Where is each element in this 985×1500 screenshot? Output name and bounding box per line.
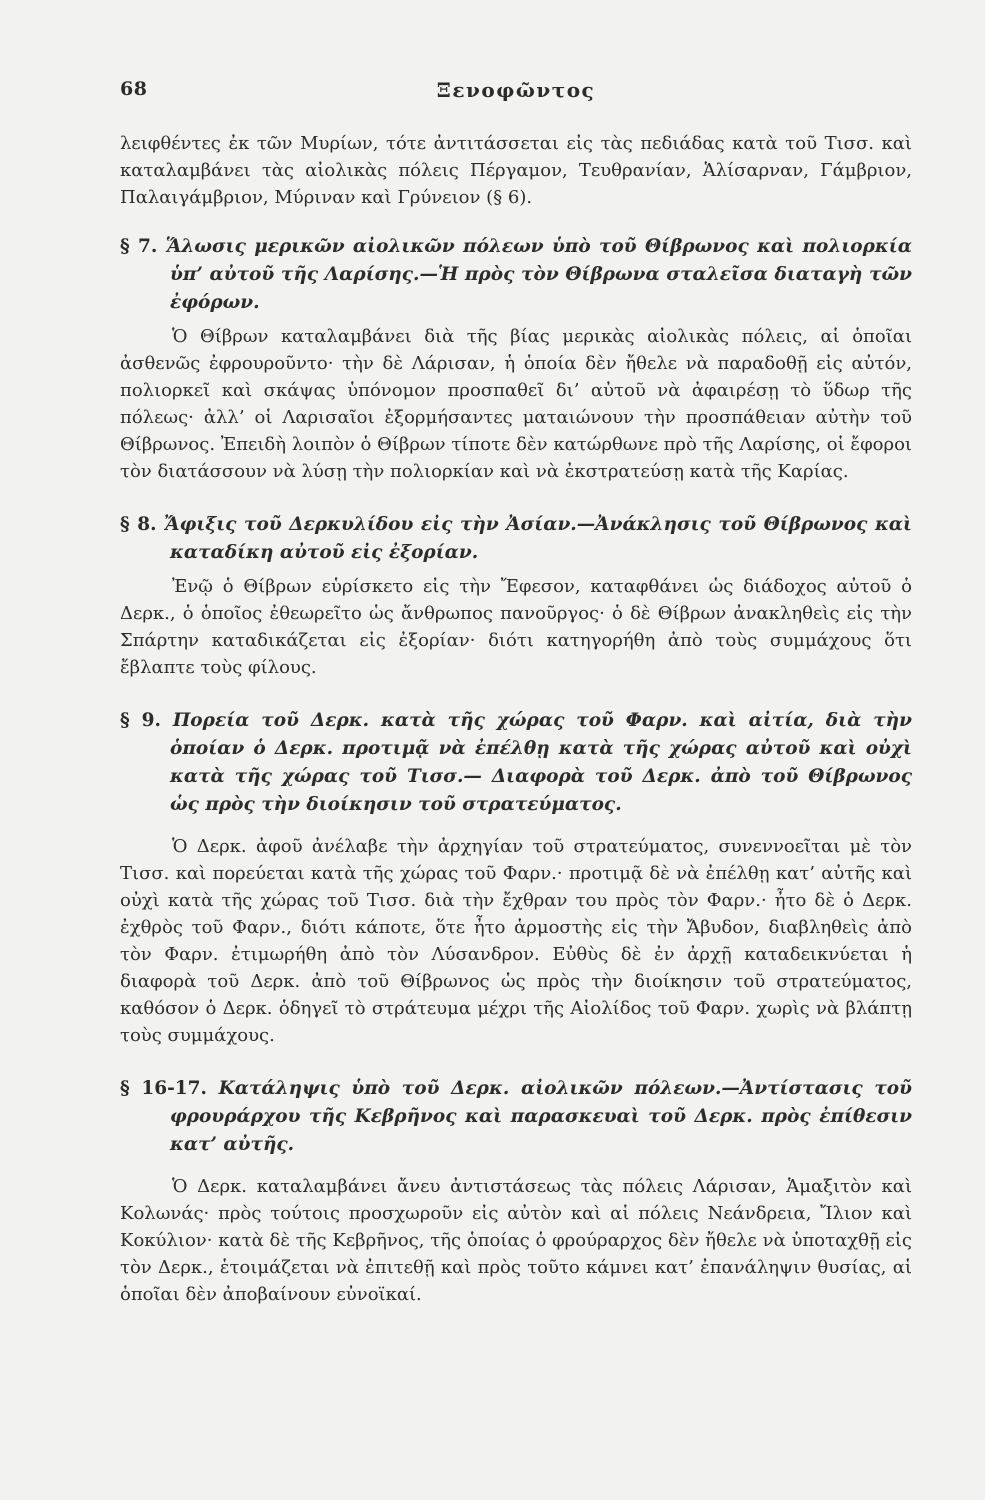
section-number: § 8. [120, 514, 157, 535]
section-heading-7 [120, 233, 912, 317]
section-number: § 16-17. [120, 1078, 207, 1099]
section-paragraph-7: Ὁ Θίβρων καταλαμβάνει διὰ τῆς βίας μερικὰς αἰολικὰς πόλεις, αἱ ὁποῖαι ἀσθενῶς ἐφρουροῦντο· τὴν δὲ Λάρισαν, ἡ ὁποία δὲν ἤθελε νὰ παραδοθῇ εἰς αὐτόν, πολιορκεῖ καὶ σκάψας ὑπόνομον προσπαθεῖ δι’ αὐτοῦ νὰ ἀφαιρέσῃ τὸ ὕδωρ τῆς πόλεως· ἀλλ’ οἱ Λαρισαῖοι ἐξορμήσαντες ματαιώνουν τὴν προσπάθειαν αὐτὴν τοῦ Θίβρωνος. Ἐπειδὴ λοιπὸν ὁ Θίβρων τίποτε δὲν κατώρθωνε πρὸ τῆς Λαρίσης, οἱ ἔφοροι τὸν διατάσσουν νὰ λύσῃ τὴν πολιορκίαν καὶ νὰ ἐκστρατεύσῃ κατὰ τῆς Καρίας. [120, 326, 912, 482]
section-paragraph-16-17: Ὁ Δερκ. καταλαμβάνει ἄνευ ἀντιστάσεως τὰς πόλεις Λάρισαν, Ἁμαξιτὸν καὶ Κολωνάς· πρὸς τούτοις προσχωροῦν εἰς αὐτὸν καὶ αἱ πόλεις Νεάνδρεια, Ἴλιον καὶ Κοκύλιον· κατὰ δὲ τῆς Κεβρῆνος, τῆς ὁποίας ὁ φρούραρχος δὲν ἤθελε νὰ ὑποταχθῇ εἰς τὸν Δερκ., ἑτοιμάζεται νὰ ἐπιτεθῇ καὶ πρὸς τοῦτο κάμνει κατ’ ἐπανάληψιν θυσίας, αἱ ὁποῖαι δὲν ἀποβαίνουν εὐνοϊκαί. [120, 1176, 912, 1305]
page-body [120, 130, 912, 1308]
intro-paragraph: λειφθέντες ἐκ τῶν Μυρίων, τότε ἀντιτάσσεται εἰς τὰς πεδιάδας κατὰ τοῦ Τισσ. καὶ καταλαμβάνει τὰς αἰολικὰς πόλεις Πέργαμον, Τευθρανίαν, Ἁλίσαρναν, Γάμβριον, Παλαιγάμβριον, Μύριναν καὶ Γρύνειον (§ 6). [120, 133, 912, 208]
section-paragraph-8: Ἐνῷ ὁ Θίβρων εὑρίσκετο εἰς τὴν Ἔφεσον, καταφθάνει ὡς διάδοχος αὐτοῦ ὁ Δερκ., ὁ ὁποῖος ἐθεωρεῖτο ὡς ἄνθρωπος πανοῦργος· ὁ δὲ Θίβρων ἀνακληθεὶς εἰς τὴν Σπάρτην καταδικάζεται εἰς ἐξορίαν· διότι κατηγορήθη ἀπὸ τοὺς συμμάχους ὅτι ἔβλαπτε τοὺς φίλους. [120, 576, 912, 678]
section-heading-9 [120, 707, 912, 819]
section-heading-text: Πορεία τοῦ Δερκ. κατὰ τῆς χώρας τοῦ Φαρν. καὶ αἰτία, διὰ τὴν ὁποίαν ὁ Δερκ. προτιμᾷ νὰ ἐπέλθῃ κατὰ τῆς χώρας αὐτοῦ καὶ οὐχὶ κατὰ τῆς χώρας τοῦ Τισσ.— Διαφορὰ τοῦ Δερκ. ἀπὸ τοῦ Θίβρωνος ὡς πρὸς τὴν διοίκησιν τοῦ στρατεύματος. [170, 710, 912, 815]
page-number: 68 [120, 78, 148, 100]
section-heading-16-17 [120, 1075, 912, 1159]
section-heading-text: Ἄφιξις τοῦ Δερκυλίδου εἰς τὴν Ἀσίαν.—Ἀνάκλησις τοῦ Θίβρωνος καὶ καταδίκη αὐτοῦ εἰς ἐξορίαν. [164, 514, 912, 563]
section-paragraph-9: Ὁ Δερκ. ἀφοῦ ἀνέλαβε τὴν ἀρχηγίαν τοῦ στρατεύματος, συνεννοεῖται μὲ τὸν Τισσ. καὶ πορεύεται κατὰ τῆς χώρας τοῦ Φαρν.· προτιμᾷ δὲ νὰ ἐπέλθῃ κατ’ αὐτῆς καὶ οὐχὶ κατὰ τῆς χώρας τοῦ Τισσ. διὰ τὴν ἔχθραν του πρὸς τὸν Φαρν.· ἦτο δὲ ὁ Δερκ. ἐχθρὸς τοῦ Φαρν., διότι κάποτε, ὅτε ἦτο ἁρμοστὴς εἰς τὴν Ἄβυδον, διαβληθεὶς ἀπὸ τὸν Φαρν. ἐτιμωρήθη ἀπὸ τὸν Λύσανδρον. Εὐθὺς δὲ ἐν ἀρχῇ καταδεικνύεται ἡ διαφορὰ τοῦ Δερκ. ἀπὸ τοῦ Θίβρωνος ὡς πρὸς τὴν διοίκησιν τοῦ στρατεύματος, καθόσον ὁ Δερκ. ὁδηγεῖ τὸ στράτευμα μέχρι τῆς Αἰολίδος τοῦ Φαρν. χωρὶς νὰ βλάπτῃ τοὺς συμμάχους. [120, 836, 912, 1046]
page-header [120, 78, 912, 108]
section-number: § 9. [120, 710, 161, 731]
running-title: Ξενοφῶντος [436, 78, 596, 102]
section-heading-text: Ἅλωσις μερικῶν αἰολικῶν πόλεων ὑπὸ τοῦ Θίβρωνος καὶ πολιορκία ὑπ’ αὐτοῦ τῆς Λαρίσης.—Ἡ πρὸς τὸν Θίβρωνα σταλεῖσα διαταγὴ τῶν ἐφόρων. [165, 236, 912, 313]
section-heading-8 [120, 511, 912, 567]
section-number: § 7. [120, 236, 158, 257]
section-heading-text: Κατάληψις ὑπὸ τοῦ Δερκ. αἰολικῶν πόλεων.—Ἀντίστασις τοῦ φρουράρχου τῆς Κεβρῆνος καὶ παρασκευαὶ τοῦ Δερκ. πρὸς ἐπίθεσιν κατ’ αὐτῆς. [170, 1078, 912, 1155]
